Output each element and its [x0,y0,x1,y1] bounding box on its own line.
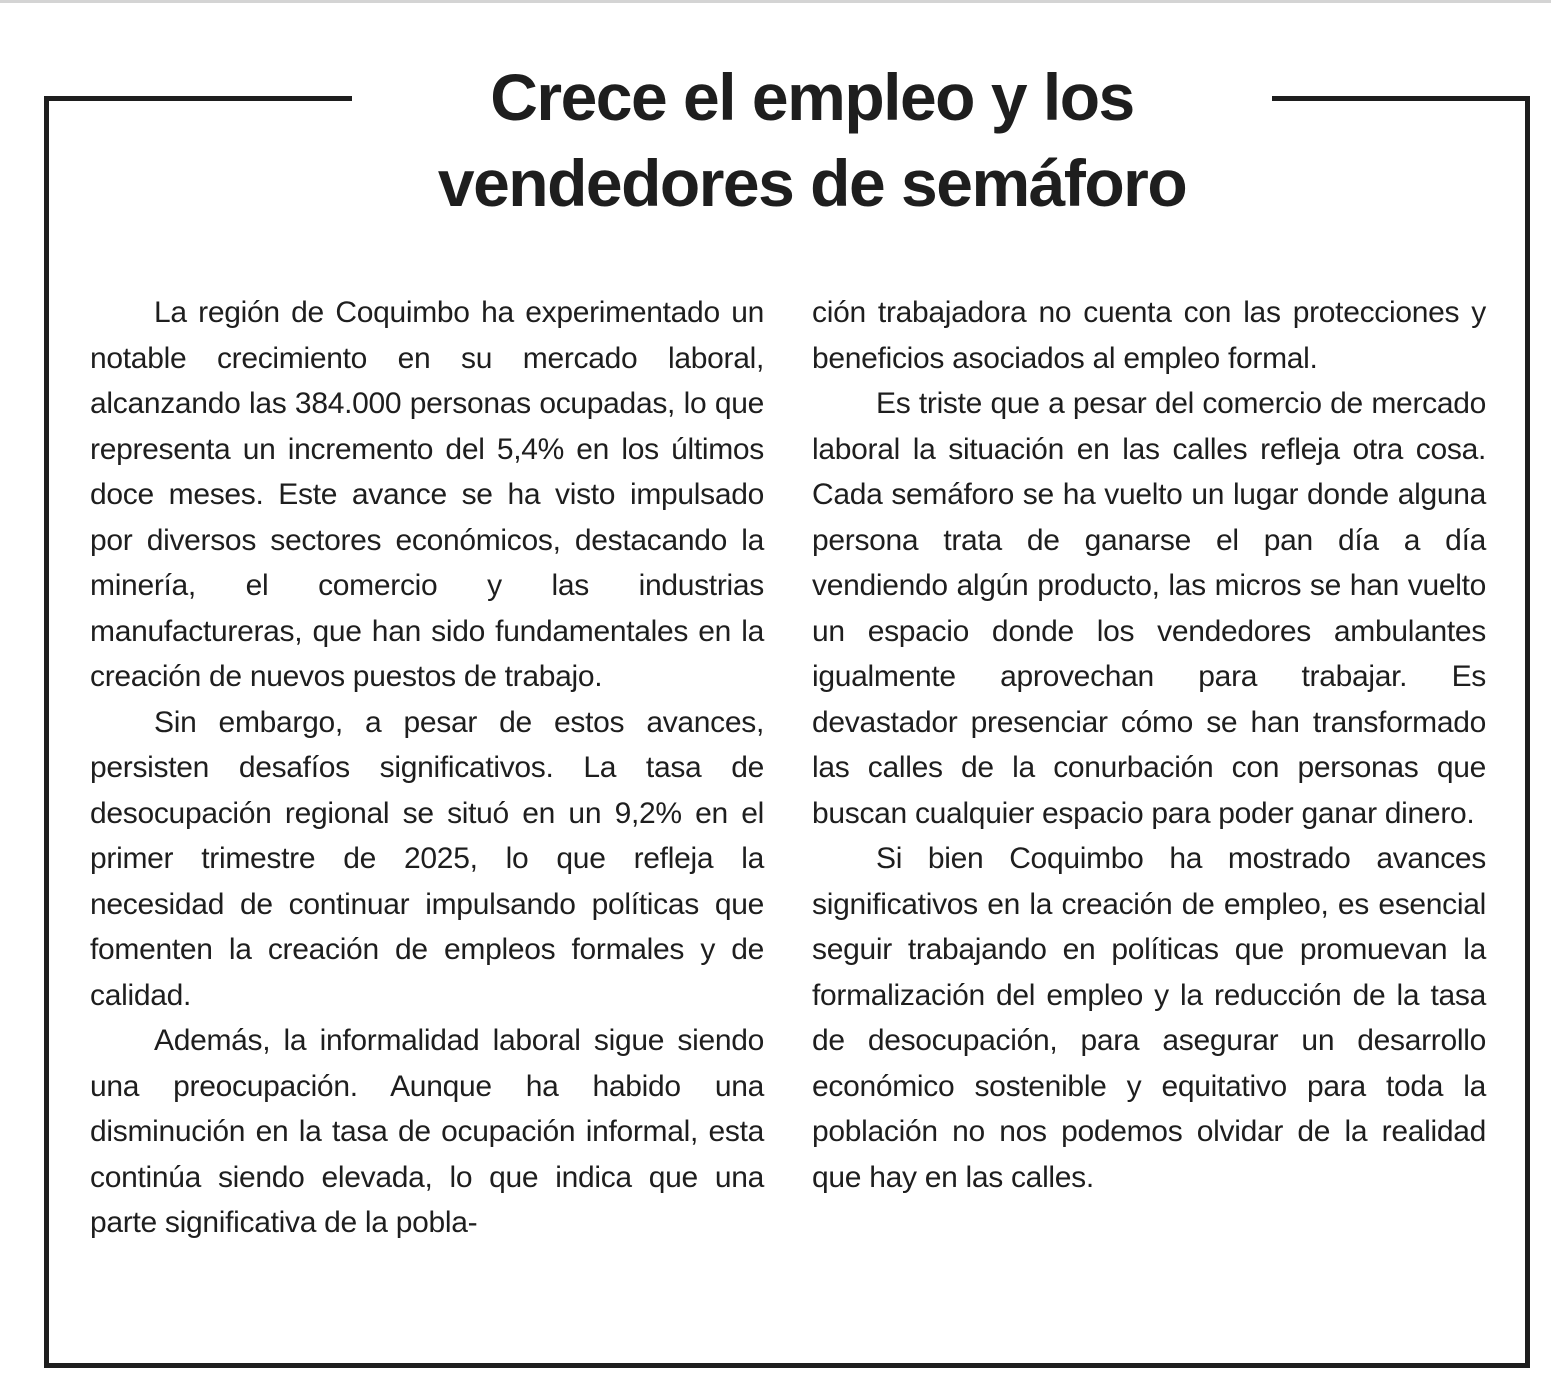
article-column-left [90,290,764,1246]
article-column-right [812,290,1486,1200]
frame-border-right [1525,96,1530,1368]
paragraph-continued: ción trabajadora no cuenta con las protecciones y beneficios asociados al empleo formal. [812,296,1486,375]
paragraph: Si bien Coquimbo ha mostrado avances significativos en la creación de empleo, es esencial seguir trabajando en políticas que promuevan la formalización del empleo y la reducción de la tasa de desocupación, para asegurar un desarrollo económico sostenible y equitativo para toda la población no nos podemos olvidar de la realidad que hay en las calles. [812,842,1486,1194]
paragraph: Sin embargo, a pesar de estos avances, persisten desafíos significativos. La tasa de desocupación regional se situó en un 9,2% en el primer trimestre de 2025, lo que refleja la necesidad de continuar impulsando políticas que fomenten la creación de empleos formales y de calidad. [90,705,764,1012]
article-headline: Crece el empleo y los vendedores de semáforo [437,60,1187,220]
paragraph: La región de Coquimbo ha experimentado un notable crecimiento en su mercado laboral, alcanzando las 384.000 personas ocupadas, lo que representa un incremento del 5,4% en los últimos doce meses. Este avance se ha visto impulsado por diversos sectores económicos, destacando la minería, el comercio y las industrias manufactureras, que han sido fundamentales en la creación de nuevos puestos de trabajo. [90,296,764,693]
paragraph: Además, la informalidad laboral sigue siendo una preocupación. Aunque ha habido una disminución en la tasa de ocupación informal, esta continúa siendo elevada, lo que indica que una parte significativa de la pobla- [90,1024,764,1239]
frame-border-bottom [44,1363,1530,1368]
frame-border-top-right [1272,96,1530,101]
top-divider [0,0,1551,3]
paragraph: Es triste que a pesar del comercio de mercado laboral la situación en las calles refleja otra cosa. Cada semáforo se ha vuelto un lugar donde alguna persona trata de ganarse el pan día a día vendiendo algún producto, las micros se han vuelto un espacio donde los vendedores ambulantes igualmente aprovechan para trabajar. Es devastador presenciar cómo se han transformado las calles de la conurbación con personas que buscan cualquier espacio para poder ganar dinero. [812,387,1486,830]
frame-border-top-left [44,96,352,101]
frame-border-left [44,96,49,1368]
